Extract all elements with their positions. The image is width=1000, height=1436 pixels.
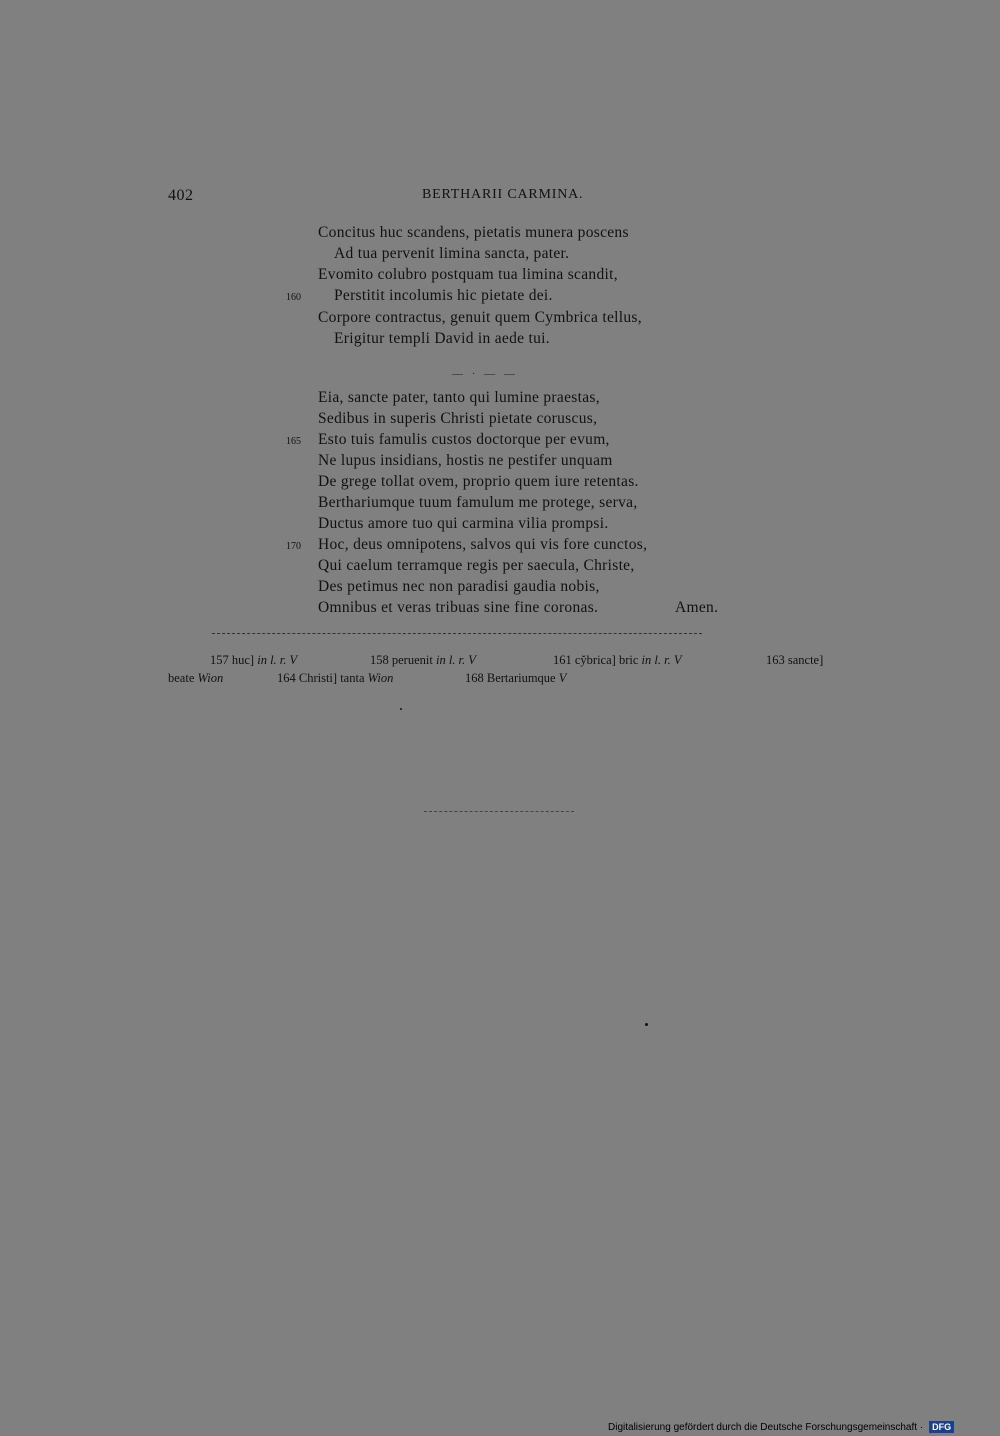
footnote-rule [212, 633, 702, 634]
dfg-logo-icon: DFG [929, 1421, 954, 1433]
verse-line: Perstitit incolumis hic pietate dei. [334, 287, 553, 304]
note-reading: in l. r. V [257, 653, 298, 667]
note-ref: beate [168, 671, 195, 685]
scan-speck [400, 708, 402, 710]
page-number: 402 [168, 187, 194, 204]
note-reading: Wion [197, 671, 224, 685]
note-reading: in l. r. V [641, 653, 682, 667]
verse-line: Omnibus et veras tribuas sine fine coronas. [318, 599, 599, 616]
verse-line: Des petimus nec non paradisi gaudia nobis, [318, 578, 600, 595]
note-ref: 164 Christi] tanta [277, 671, 365, 685]
verse-line: Berthariumque tuum famulum me protege, serva, [318, 494, 638, 511]
line-number: 160 [286, 292, 301, 303]
line-number: 170 [286, 541, 301, 552]
verse-line: Corpore contractus, genuit quem Cymbrica tellus, [318, 309, 642, 326]
apparatus-note [553, 653, 681, 668]
verse-line: Evomito colubro postquam tua limina scandit, [318, 266, 618, 283]
verse-line: Ne lupus insidians, hostis ne pestifer unquam [318, 452, 613, 469]
verse-line: Qui caelum terramque regis per saecula, Christe, [318, 557, 635, 574]
apparatus-note [277, 671, 393, 686]
note-reading: Wion [367, 671, 394, 685]
note-reading: in l. r. V [435, 653, 476, 667]
scan-speck [645, 1023, 648, 1026]
apparatus-note [370, 653, 476, 668]
note-ref: 157 huc] [210, 653, 255, 667]
section-divider: — · — — [452, 368, 518, 380]
footer-text: Digitalisierung gefördert durch die Deutsche Forschungsgemeinschaft · [608, 1421, 924, 1433]
apparatus-note [766, 653, 823, 668]
footer-credit [608, 1418, 954, 1432]
note-ref: 161 cy̆brica] bric [553, 653, 639, 667]
apparatus-note [168, 671, 223, 686]
note-ref: 168 Bertariumque [465, 671, 556, 685]
verse-line: Hoc, deus omnipotens, salvos qui vis fore cunctos, [318, 536, 648, 553]
page-header [0, 187, 1000, 209]
verse-line: Ductus amore tuo qui carmina vilia prompsi. [318, 515, 609, 532]
line-number: 165 [286, 436, 301, 447]
running-title: BERTHARII CARMINA. [422, 187, 584, 202]
apparatus-note [210, 653, 297, 668]
verse-line: Concitus huc scandens, pietatis munera poscens [318, 224, 629, 241]
verse-line: Eia, sancte pater, tanto qui lumine praestas, [318, 389, 600, 406]
note-ref: 158 peruenit [370, 653, 433, 667]
verse-line: Ad tua pervenit limina sancta, pater. [334, 245, 570, 262]
verse-line: Sedibus in superis Christi pietate coruscus, [318, 410, 598, 427]
note-ref: 163 sancte] [766, 653, 824, 667]
verse-line: Esto tuis famulis custos doctorque per evum, [318, 431, 610, 448]
verse-line: De grege tollat ovem, proprio quem iure retentas. [318, 473, 639, 490]
amen-word: Amen. [675, 599, 719, 616]
verse-line: Erigitur templi David in aede tui. [334, 330, 550, 347]
apparatus-note [465, 671, 566, 686]
note-reading: V [558, 671, 567, 685]
scan-artifact [424, 811, 574, 812]
